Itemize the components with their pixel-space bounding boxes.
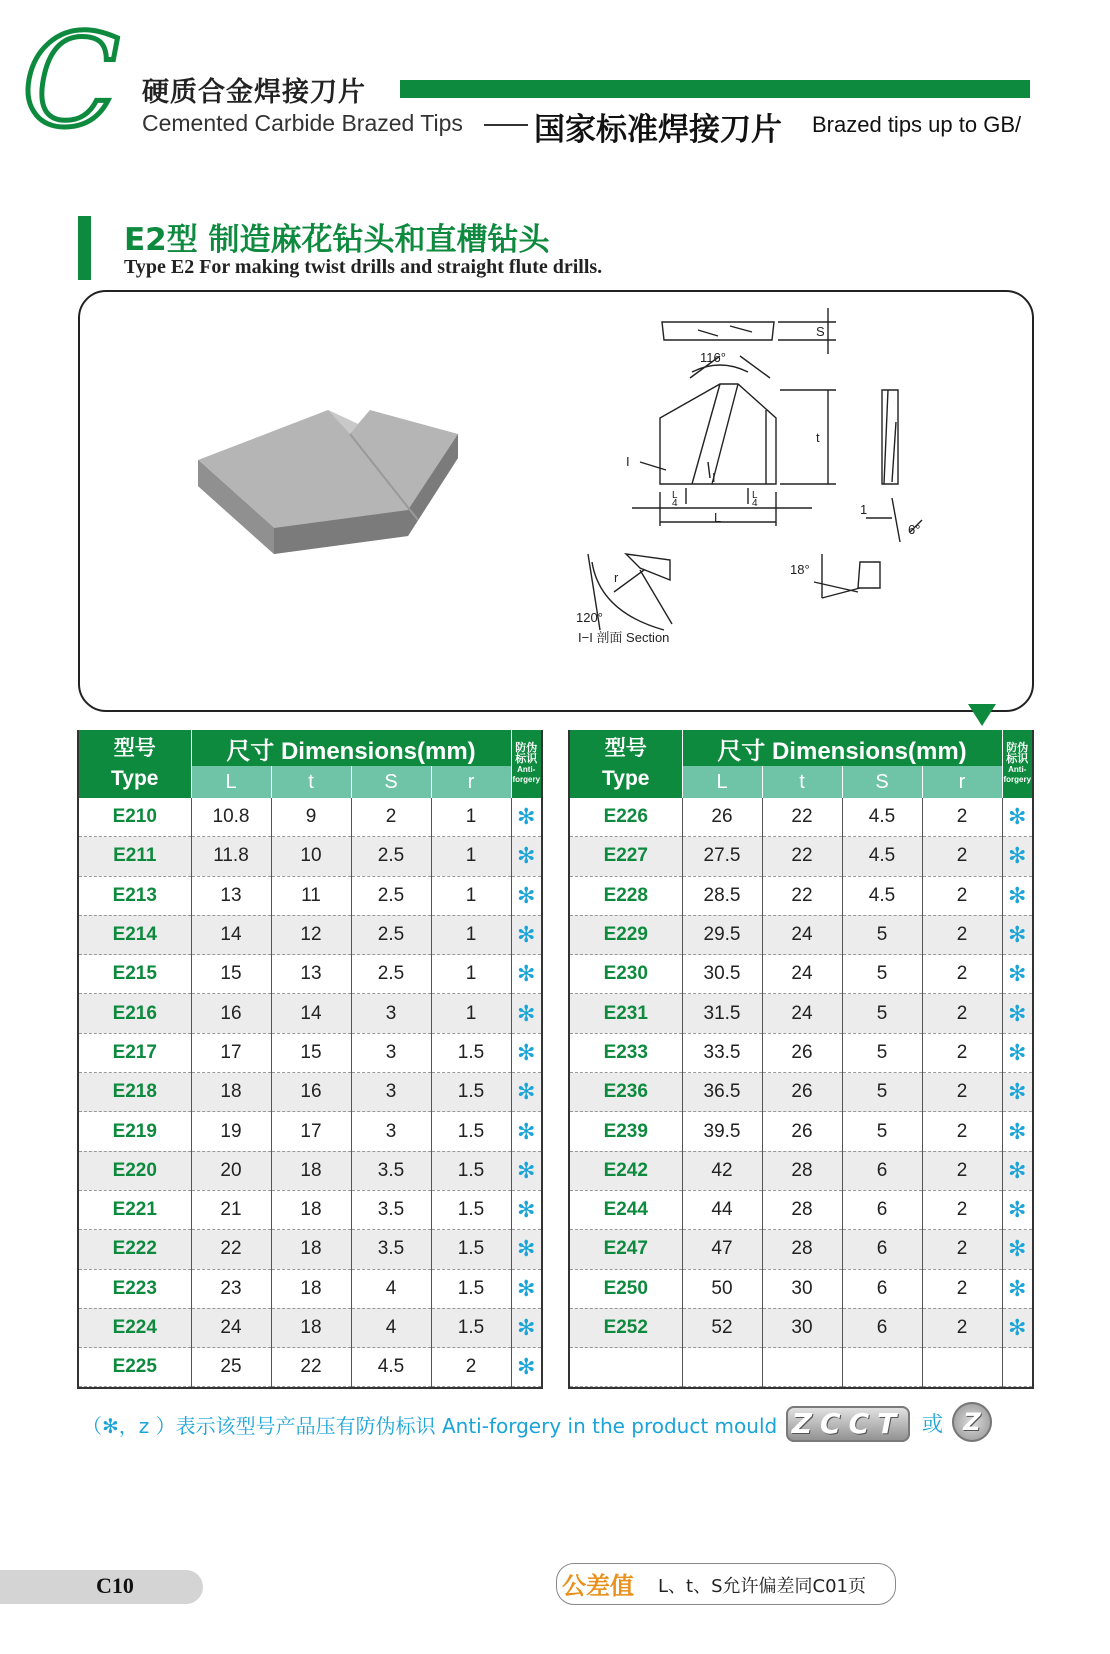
table-row <box>570 1073 1032 1112</box>
cell-type: E210 <box>79 798 191 837</box>
cell-l: 23 <box>191 1269 271 1308</box>
cell-t: 18 <box>271 1151 351 1190</box>
cell-r: 2 <box>922 876 1002 915</box>
cell-type: E244 <box>570 1190 682 1229</box>
cell-t: 18 <box>271 1230 351 1269</box>
cell-s: 4 <box>351 1269 431 1308</box>
cell-l: 28.5 <box>682 876 762 915</box>
cell-r: 1.5 <box>431 1308 511 1347</box>
cell-type: E236 <box>570 1073 682 1112</box>
cell-r: 2 <box>922 798 1002 837</box>
cell-r: 2 <box>922 955 1002 994</box>
cell-l: 14 <box>191 915 271 954</box>
header-type <box>570 730 682 798</box>
table-row <box>570 837 1032 876</box>
header-dimensions: 尺寸 Dimensions(mm) <box>191 730 511 766</box>
cell-l: 18 <box>191 1073 271 1112</box>
cell-t: 13 <box>271 955 351 994</box>
cell-s: 6 <box>842 1190 922 1229</box>
cell-r: 1 <box>431 915 511 954</box>
cell-s: 3.5 <box>351 1151 431 1190</box>
anti-forgery-mark: ✻ <box>511 915 541 954</box>
cell-r <box>922 1348 1002 1387</box>
label-t: t <box>816 430 820 445</box>
table-row <box>570 1151 1032 1190</box>
cell-l: 29.5 <box>682 915 762 954</box>
cell-r: 2 <box>431 1348 511 1387</box>
anti-forgery-mark: ✻ <box>1002 1308 1032 1347</box>
brand-letter-c: C <box>22 7 120 156</box>
cell-type: E211 <box>79 837 191 876</box>
table-row <box>79 1151 541 1190</box>
cell-type: E231 <box>570 994 682 1033</box>
cell-t: 18 <box>271 1308 351 1347</box>
cell-s: 3 <box>351 1033 431 1072</box>
anti-forgery-mark: ✻ <box>511 1112 541 1151</box>
cell-t: 17 <box>271 1112 351 1151</box>
cell-r: 1 <box>431 994 511 1033</box>
cell-r: 1.5 <box>431 1073 511 1112</box>
header-dash <box>484 124 528 126</box>
col-t: t <box>271 766 351 798</box>
zcct-logo: ZCCT <box>786 1406 910 1442</box>
cell-t: 30 <box>762 1269 842 1308</box>
orthographic-views <box>588 308 922 630</box>
cell-type: E221 <box>79 1190 191 1229</box>
tolerance-text: L、t、S允许偏差同C01页 <box>658 1576 866 1597</box>
cell-t: 9 <box>271 798 351 837</box>
label-4-right: 4 <box>752 498 758 509</box>
cell-s: 4.5 <box>842 837 922 876</box>
cell-r: 2 <box>922 1190 1002 1229</box>
anti-forgery-mark: ✻ <box>1002 1073 1032 1112</box>
cell-l: 44 <box>682 1190 762 1229</box>
col-s: S <box>842 766 922 798</box>
cell-t <box>762 1348 842 1387</box>
anti-forgery-mark: ✻ <box>511 1269 541 1308</box>
spec-table-left <box>77 730 543 1389</box>
cell-type: E225 <box>79 1348 191 1387</box>
cell-type <box>570 1348 682 1387</box>
header-green-bar <box>400 80 1030 98</box>
cell-r: 2 <box>922 1151 1002 1190</box>
cell-l: 19 <box>191 1112 271 1151</box>
type-cn: 型号 <box>113 737 156 760</box>
cell-type: E226 <box>570 798 682 837</box>
label-r: r <box>614 570 619 585</box>
table-row <box>79 876 541 915</box>
anti-forgery-mark: ✻ <box>1002 798 1032 837</box>
spec-table-right <box>568 730 1034 1389</box>
header-anti-forgery <box>1002 730 1032 798</box>
cell-s: 3 <box>351 1073 431 1112</box>
cell-s: 2.5 <box>351 876 431 915</box>
cell-s: 2.5 <box>351 915 431 954</box>
cell-type: E219 <box>79 1112 191 1151</box>
cell-t: 15 <box>271 1033 351 1072</box>
cell-r: 2 <box>922 994 1002 1033</box>
cell-s: 5 <box>842 1033 922 1072</box>
anti-forgery-mark: ✻ <box>511 1230 541 1269</box>
header-title-cn: 硬质合金焊接刀片 <box>142 77 366 108</box>
table-row <box>79 955 541 994</box>
cell-t: 24 <box>762 915 842 954</box>
cell-s: 6 <box>842 1269 922 1308</box>
table-row <box>570 915 1032 954</box>
cell-t: 12 <box>271 915 351 954</box>
label-s: S <box>816 324 825 339</box>
cell-t: 28 <box>762 1151 842 1190</box>
anti-forgery-mark: ✻ <box>1002 1033 1032 1072</box>
cell-l: 22 <box>191 1230 271 1269</box>
cell-type: E213 <box>79 876 191 915</box>
cell-l: 52 <box>682 1308 762 1347</box>
page-number: C10 <box>96 1573 134 1598</box>
cell-type: E216 <box>79 994 191 1033</box>
label-l: L <box>714 510 722 525</box>
anti-forgery-mark: ✻ <box>1002 1269 1032 1308</box>
anti-forgery-mark: ✻ <box>1002 1151 1032 1190</box>
table-row <box>79 915 541 954</box>
section-bar <box>78 216 91 280</box>
col-r: r <box>431 766 511 798</box>
table-row <box>570 955 1032 994</box>
type-cn: 型号 <box>604 737 647 760</box>
cell-l: 31.5 <box>682 994 762 1033</box>
anti-forgery-mark <box>1002 1348 1032 1387</box>
section-title-en: Type E2 For making twist drills and straight flute drills. <box>124 256 603 278</box>
cell-s: 3 <box>351 1112 431 1151</box>
anti-cn: 防伪标识 <box>515 742 538 765</box>
anti-forgery-mark: ✻ <box>511 837 541 876</box>
table-row <box>570 1269 1032 1308</box>
section-title-cn: E2型 制造麻花钻头和直槽钻头 <box>124 222 550 258</box>
cell-type: E239 <box>570 1112 682 1151</box>
cell-type: E242 <box>570 1151 682 1190</box>
cell-r: 2 <box>922 1073 1002 1112</box>
table-row <box>79 1230 541 1269</box>
cell-l: 26 <box>682 798 762 837</box>
cell-t: 24 <box>762 955 842 994</box>
cell-l: 24 <box>191 1308 271 1347</box>
cell-r: 1.5 <box>431 1112 511 1151</box>
cell-s: 6 <box>842 1151 922 1190</box>
cell-r: 1 <box>431 798 511 837</box>
anti-forgery-mark: ✻ <box>1002 1190 1032 1229</box>
cell-s: 3 <box>351 994 431 1033</box>
table-row <box>570 1348 1032 1387</box>
table-row <box>79 1269 541 1308</box>
table-row <box>79 1112 541 1151</box>
table-row <box>570 798 1032 837</box>
z-logo: Z <box>952 1402 992 1442</box>
cell-type: E252 <box>570 1308 682 1347</box>
anti-forgery-mark: ✻ <box>511 1190 541 1229</box>
cell-s: 3.5 <box>351 1230 431 1269</box>
anti-forgery-mark: ✻ <box>1002 1230 1032 1269</box>
anti-forgery-mark: ✻ <box>1002 837 1032 876</box>
table-row <box>79 1190 541 1229</box>
anti-forgery-mark: ✻ <box>511 994 541 1033</box>
cell-l: 30.5 <box>682 955 762 994</box>
table-row <box>570 1190 1032 1229</box>
table-row <box>570 994 1032 1033</box>
label-l4-left: L <box>672 490 678 501</box>
table-row <box>79 1348 541 1387</box>
cell-l: 33.5 <box>682 1033 762 1072</box>
cell-type: E233 <box>570 1033 682 1072</box>
indicator-triangle <box>968 704 996 726</box>
table-row <box>79 1308 541 1347</box>
cell-s: 6 <box>842 1308 922 1347</box>
cell-s: 5 <box>842 955 922 994</box>
table-row <box>79 1033 541 1072</box>
cell-l: 10.8 <box>191 798 271 837</box>
anti-forgery-mark: ✻ <box>511 955 541 994</box>
col-s: S <box>351 766 431 798</box>
cell-l: 42 <box>682 1151 762 1190</box>
tip-3d-render <box>198 410 458 554</box>
cell-l: 17 <box>191 1033 271 1072</box>
table-row <box>79 798 541 837</box>
label-i-right: I <box>712 470 716 485</box>
table-row <box>570 1033 1032 1072</box>
cell-l <box>682 1348 762 1387</box>
cell-type: E223 <box>79 1269 191 1308</box>
cell-t: 11 <box>271 876 351 915</box>
anti-en: Anti-forgery <box>512 765 541 784</box>
cell-type: E220 <box>79 1151 191 1190</box>
cell-s: 5 <box>842 915 922 954</box>
cell-type: E247 <box>570 1230 682 1269</box>
anti-en: Anti-forgery <box>1003 765 1032 784</box>
cell-r: 1 <box>431 955 511 994</box>
cell-l: 47 <box>682 1230 762 1269</box>
label-i-left: I <box>626 454 630 469</box>
cell-t: 14 <box>271 994 351 1033</box>
cell-type: E228 <box>570 876 682 915</box>
col-t: t <box>762 766 842 798</box>
cell-r: 2 <box>922 837 1002 876</box>
label-4-left: 4 <box>672 498 678 509</box>
cell-r: 2 <box>922 1269 1002 1308</box>
cell-r: 2 <box>922 1033 1002 1072</box>
cell-s: 3.5 <box>351 1190 431 1229</box>
cell-l: 25 <box>191 1348 271 1387</box>
cell-r: 1.5 <box>431 1151 511 1190</box>
tolerance-label: 公差值 <box>562 1572 634 1600</box>
table-row <box>570 1112 1032 1151</box>
col-l: L <box>191 766 271 798</box>
cell-l: 20 <box>191 1151 271 1190</box>
cell-r: 1 <box>431 837 511 876</box>
cell-t: 26 <box>762 1033 842 1072</box>
drawing-panel <box>78 290 1034 712</box>
cell-l: 36.5 <box>682 1073 762 1112</box>
anti-forgery-mark: ✻ <box>1002 876 1032 915</box>
table-row <box>79 837 541 876</box>
anti-forgery-mark: ✻ <box>511 1348 541 1387</box>
cell-t: 28 <box>762 1190 842 1229</box>
cell-s: 4.5 <box>351 1348 431 1387</box>
cell-r: 1.5 <box>431 1230 511 1269</box>
label-angle-116: 116° <box>700 350 726 365</box>
cell-t: 22 <box>762 876 842 915</box>
header-dimensions: 尺寸 Dimensions(mm) <box>682 730 1002 766</box>
cell-l: 21 <box>191 1190 271 1229</box>
cell-type: E214 <box>79 915 191 954</box>
anti-forgery-mark: ✻ <box>511 798 541 837</box>
label-angle-18: 18° <box>790 562 810 577</box>
cell-type: E230 <box>570 955 682 994</box>
anti-forgery-mark: ✻ <box>511 1033 541 1072</box>
label-1: 1 <box>860 502 868 517</box>
cell-r: 2 <box>922 1112 1002 1151</box>
anti-forgery-mark: ✻ <box>1002 915 1032 954</box>
cell-type: E215 <box>79 955 191 994</box>
cell-s: 4 <box>351 1308 431 1347</box>
cell-s: 5 <box>842 1112 922 1151</box>
table-row <box>570 1308 1032 1347</box>
cell-s: 5 <box>842 1073 922 1112</box>
cell-t: 26 <box>762 1112 842 1151</box>
col-r: r <box>922 766 1002 798</box>
cell-type: E222 <box>79 1230 191 1269</box>
cell-l: 11.8 <box>191 837 271 876</box>
cell-t: 18 <box>271 1269 351 1308</box>
cell-type: E224 <box>79 1308 191 1347</box>
anti-cn: 防伪标识 <box>1006 742 1029 765</box>
anti-forgery-mark: ✻ <box>511 876 541 915</box>
cell-l: 16 <box>191 994 271 1033</box>
or-text: 或 <box>922 1412 943 1436</box>
cell-t: 28 <box>762 1230 842 1269</box>
cell-s: 2 <box>351 798 431 837</box>
col-l: L <box>682 766 762 798</box>
table-row <box>79 1073 541 1112</box>
table-row <box>570 876 1032 915</box>
label-section: I−I 剖面 Section <box>578 630 670 645</box>
header-anti-forgery <box>511 730 541 798</box>
type-en: Type <box>602 767 650 790</box>
header-title-en: Cemented Carbide Brazed Tips <box>142 110 463 136</box>
anti-forgery-mark: ✻ <box>511 1308 541 1347</box>
anti-forgery-note: （✻，z ）表示该型号产品压有防伪标识 Anti-forgery in the product mould <box>82 1414 778 1438</box>
cell-r: 2 <box>922 1230 1002 1269</box>
cell-l: 50 <box>682 1269 762 1308</box>
cell-r: 1 <box>431 876 511 915</box>
cell-t: 16 <box>271 1073 351 1112</box>
cell-s <box>842 1348 922 1387</box>
cell-s: 4.5 <box>842 798 922 837</box>
cell-r: 1.5 <box>431 1190 511 1229</box>
label-angle-120: 120° <box>576 610 603 625</box>
header-subtitle-cn: 国家标准焊接刀片 <box>534 112 782 148</box>
cell-t: 22 <box>271 1348 351 1387</box>
table-row <box>79 994 541 1033</box>
table-row <box>570 1230 1032 1269</box>
cell-s: 2.5 <box>351 837 431 876</box>
cell-t: 18 <box>271 1190 351 1229</box>
cell-t: 10 <box>271 837 351 876</box>
anti-forgery-mark: ✻ <box>511 1073 541 1112</box>
anti-forgery-mark: ✻ <box>1002 1112 1032 1151</box>
cell-t: 22 <box>762 798 842 837</box>
anti-forgery-mark: ✻ <box>1002 994 1032 1033</box>
cell-type: E227 <box>570 837 682 876</box>
cell-l: 39.5 <box>682 1112 762 1151</box>
cell-r: 1.5 <box>431 1269 511 1308</box>
cell-s: 6 <box>842 1230 922 1269</box>
cell-l: 13 <box>191 876 271 915</box>
header-subtitle-en: Brazed tips up to GB/ <box>812 112 1022 137</box>
cell-s: 4.5 <box>842 876 922 915</box>
cell-type: E250 <box>570 1269 682 1308</box>
cell-l: 15 <box>191 955 271 994</box>
technical-drawing <box>80 292 1032 710</box>
cell-type: E229 <box>570 915 682 954</box>
cell-t: 24 <box>762 994 842 1033</box>
cell-s: 2.5 <box>351 955 431 994</box>
label-angle-6: 6° <box>908 522 921 537</box>
cell-r: 2 <box>922 1308 1002 1347</box>
cell-t: 22 <box>762 837 842 876</box>
cell-l: 27.5 <box>682 837 762 876</box>
cell-s: 5 <box>842 994 922 1033</box>
header-type <box>79 730 191 798</box>
type-en: Type <box>111 767 159 790</box>
cell-type: E217 <box>79 1033 191 1072</box>
cell-type: E218 <box>79 1073 191 1112</box>
anti-forgery-mark: ✻ <box>511 1151 541 1190</box>
cell-t: 26 <box>762 1073 842 1112</box>
cell-r: 1.5 <box>431 1033 511 1072</box>
cell-r: 2 <box>922 915 1002 954</box>
anti-forgery-mark: ✻ <box>1002 955 1032 994</box>
cell-t: 30 <box>762 1308 842 1347</box>
label-l4-right: L <box>752 490 758 501</box>
